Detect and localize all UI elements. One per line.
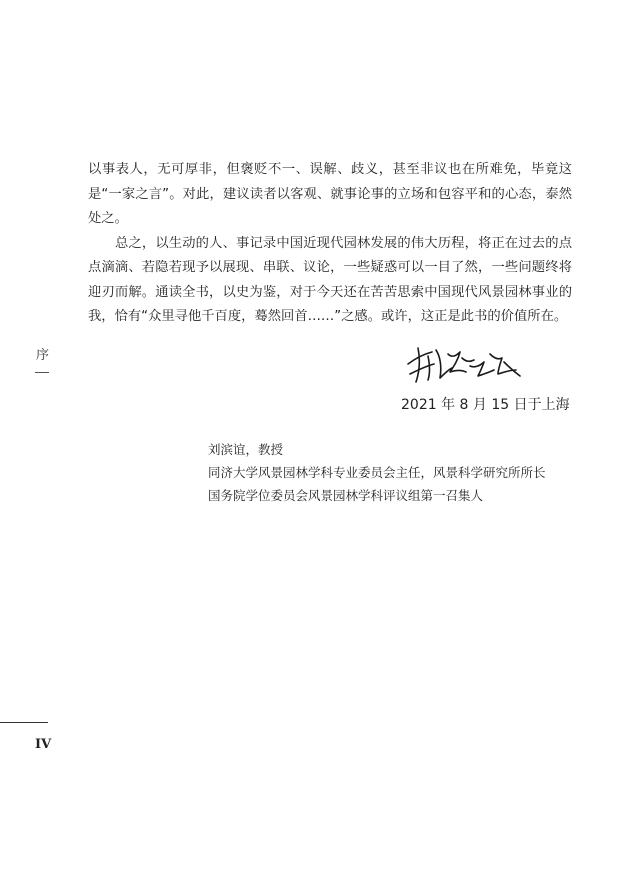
page-number: IV [35, 737, 52, 752]
handwritten-signature [404, 340, 524, 386]
section-label: 序 [36, 348, 50, 363]
paragraph-continuation: 以事表人，无可厚非，但褒贬不一、误解、歧义，甚至非议也在所难免，毕竟这是“一家之言”。对此，建议读者以客观、就事论事的立场和包容平和的心态，泰然处之。 [88, 162, 572, 226]
section-divider [35, 372, 49, 373]
footer-divider [0, 722, 48, 723]
author-attribution [208, 438, 546, 507]
date-and-place: 2021 年 8 月 15 日于上海 [401, 397, 570, 413]
author-position-2: 国务院学位委员会风景园林学科评议组第一召集人 [208, 488, 484, 503]
author-position-1: 同济大学风景园林学科专业委员会主任，风景科学研究所所长 [208, 465, 546, 480]
paragraph-conclusion: 总之，以生动的人、事记录中国近现代园林发展的伟大历程，将正在过去的点点滴滴、若隐若现予以展现、串联、议论，一些疑惑可以一目了然，一些问题终将迎刃而解。通读全书，以史为鉴，对于今天还在苦苦思索中国现代风景园林事业的我，恰有“众里寻他千百度，蓦然回首……”之感。或许，这正是此书的价值所在。 [88, 235, 572, 324]
author-name-title: 刘滨谊，教授 [208, 442, 284, 457]
preface-body [88, 158, 572, 330]
